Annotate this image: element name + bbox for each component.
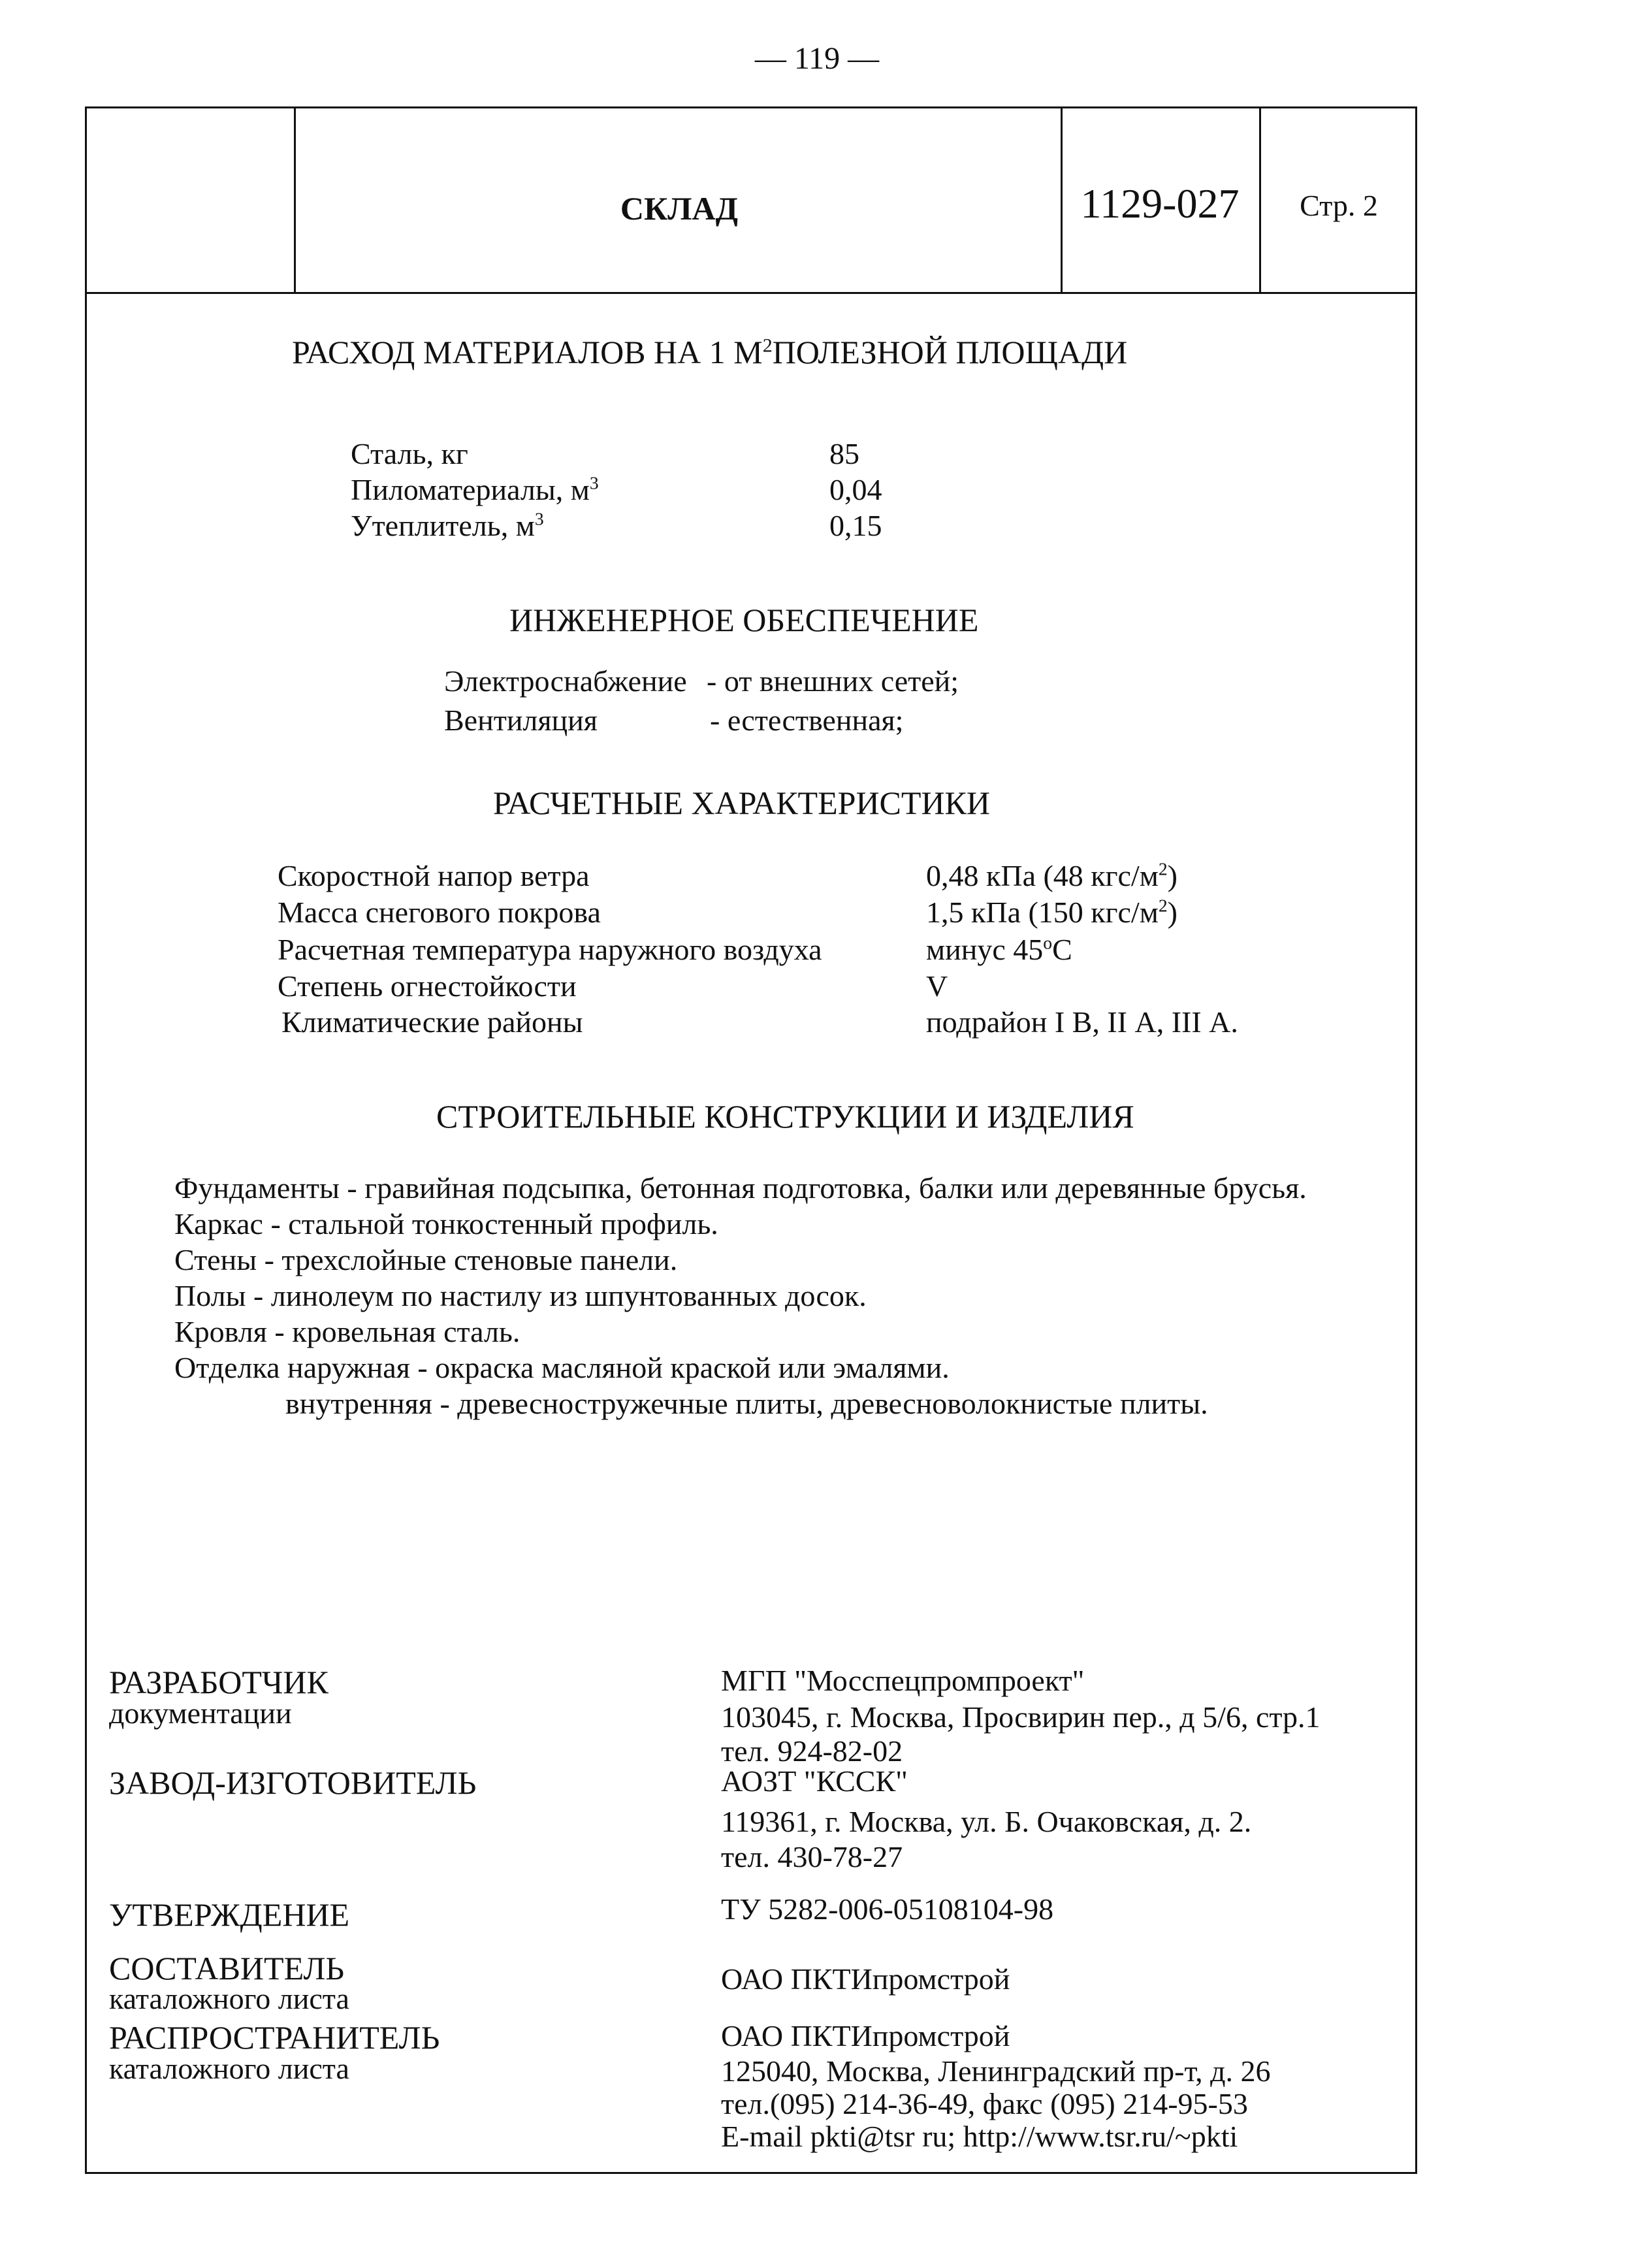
stamp-code: 1129-027 [1080, 180, 1240, 227]
material-label: Сталь, кг [351, 437, 468, 470]
engineering-label: Вентиляция [444, 704, 598, 737]
distributor-phone: тел.(095) 214-36-49, факс (095) 214-95-53 [721, 2087, 1248, 2120]
material-value: 0,15 [829, 509, 882, 542]
stamp-sheet: Стр. 2 [1300, 189, 1378, 222]
design-value: подрайон I В, II А, III А. [926, 1005, 1238, 1039]
approval-label: УТВЕРЖДЕНИЕ [109, 1896, 350, 1933]
material-value: 0,04 [829, 473, 882, 506]
distributor-sublabel: каталожного листа [109, 2052, 349, 2085]
engineering-heading: ИНЖЕНЕРНОЕ ОБЕСПЕЧЕНИЕ [509, 602, 979, 638]
material-label: Утеплитель, $м^3$ [351, 508, 544, 542]
engineering-value: - от внешних сетей; [707, 664, 959, 698]
materials-heading: РАСХОД МАТЕРИАЛОВ НА 1 $М^2ПОЛЕЗНОЙ$ ПЛОЩАДИ [292, 334, 1128, 370]
developer-sublabel: документации [109, 1696, 292, 1730]
design-label: Скоростной напор ветра [278, 859, 590, 892]
design-label: Масса снегового покрова [278, 896, 601, 929]
distributor-contact: E-mail pkti@tsr ru; http://www.tsr.ru/~pkti [721, 2120, 1238, 2153]
design-value: V [926, 969, 948, 1003]
construction-line: Полы - линолеум по настилу из шпунтованных досок. [174, 1279, 867, 1312]
engineering-label: Электроснабжение [444, 664, 687, 698]
distributor-address: 125040, Москва, Ленинградский пр-т, д. 26 [721, 2054, 1271, 2088]
construction-line: Стены - трехслойные стеновые панели. [174, 1243, 678, 1276]
compiler-value: ОАО ПКТИпромстрой [721, 1962, 1010, 1996]
construction-line: Кровля - кровельная сталь. [174, 1315, 521, 1348]
title-block-divider [85, 292, 1417, 294]
engineering-value: - естественная; [710, 704, 904, 737]
manufacturer-phone: тел. 430-78-27 [721, 1840, 903, 1873]
construction-line: Каркас - стальной тонкостенный профиль. [174, 1207, 718, 1240]
construction-heading: СТРОИТЕЛЬНЫЕ КОНСТРУКЦИИ И ИЗДЕЛИЯ [436, 1098, 1134, 1135]
developer-name: МГП "Мосспецпромпроект" [721, 1664, 1085, 1697]
design-value: 0,48 кПа (48 кгс/$м^2$) [926, 858, 1177, 892]
design-label: Климатические районы [281, 1005, 583, 1039]
material-label: Пиломатериалы, $м^3$ [351, 472, 599, 506]
manufacturer-address: 119361, г. Москва, ул. Б. Очаковская, д. 2. [721, 1805, 1252, 1838]
design-label: Расчетная температура наружного воздуха [278, 933, 822, 966]
title-block-separator [294, 106, 296, 294]
manufacturer-label: ЗАВОД-ИЗГОТОВИТЕЛЬ [109, 1764, 477, 1801]
distributor-label: РАСПРОСТРАНИТЕЛЬ [109, 2019, 440, 2056]
design-heading: РАСЧЕТНЫЕ ХАРАКТЕРИСТИКИ [493, 785, 991, 821]
stamp-title: СКЛАД [620, 190, 739, 227]
material-value: 85 [829, 437, 859, 470]
design-value: 1,5 кПа (150 кгс/$м^2$) [926, 895, 1177, 929]
compiler-label: СОСТАВИТЕЛЬ [109, 1950, 345, 1986]
design-value: минус 45$^o$C [926, 932, 1072, 966]
developer-address: 103045, г. Москва, Просвирин пер., д 5/6, стр.1 [721, 1700, 1321, 1734]
construction-line: внутренняя - древесностружечные плиты, древесноволокнистые плиты. [285, 1387, 1208, 1420]
approval-value: ТУ 5282-006-05108104-98 [721, 1892, 1054, 1926]
construction-line: Фундаменты - гравийная подсыпка, бетонная подготовка, балки или деревянные брусья. [174, 1171, 1307, 1205]
page-number: — 119 — [754, 41, 880, 76]
construction-line: Отделка наружная - окраска масляной краской или эмалями. [174, 1351, 950, 1384]
developer-phone: тел. 924-82-02 [721, 1734, 903, 1768]
manufacturer-name: АОЗТ "КССК" [721, 1764, 908, 1798]
developer-label: РАЗРАБОТЧИК [109, 1664, 328, 1700]
distributor-name: ОАО ПКТИпромстрой [721, 2019, 1010, 2052]
design-label: Степень огнестойкости [278, 969, 577, 1003]
compiler-sublabel: каталожного листа [109, 1982, 349, 2015]
